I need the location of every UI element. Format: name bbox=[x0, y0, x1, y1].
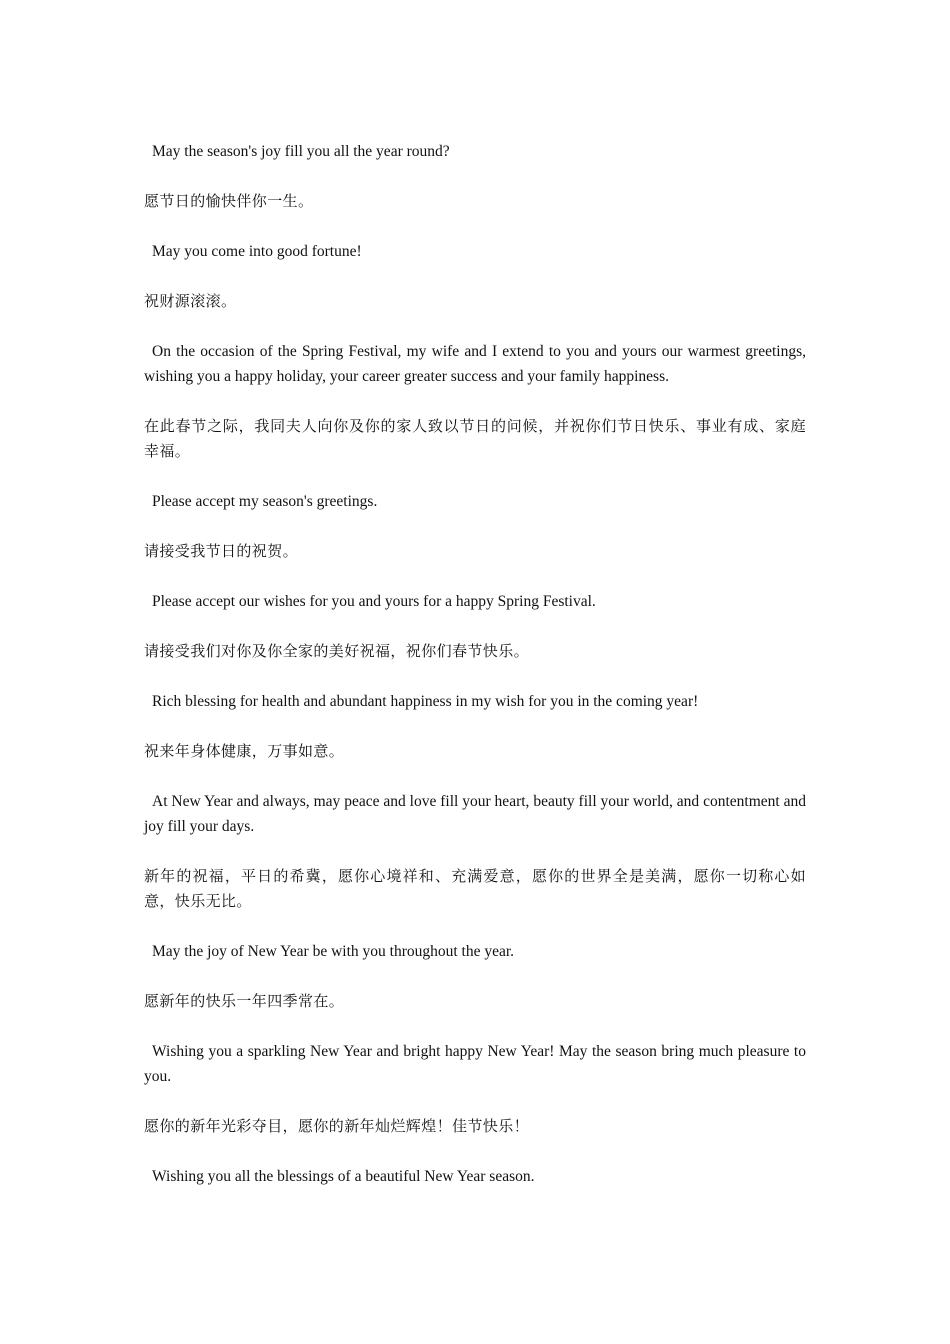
paragraph-english: Please accept my season's greetings. bbox=[152, 493, 378, 510]
paragraph-chinese: 在此春节之际，我同夫人向你及你的家人致以节日的问候，并祝你们节日快乐、事业有成、家庭幸福。 bbox=[144, 417, 806, 460]
paragraph-chinese: 愿节日的愉快伴你一生。 bbox=[144, 192, 314, 210]
paragraph-english: May you come into good fortune! bbox=[152, 243, 362, 260]
paragraph-chinese: 请接受我节日的祝贺。 bbox=[144, 542, 299, 560]
paragraph-english: May the season's joy fill you all the year round? bbox=[152, 143, 450, 160]
paragraph-english: Wishing you a sparkling New Year and bright happy New Year! May the season bring much pleasure to you. bbox=[144, 1043, 806, 1085]
paragraph-chinese: 祝财源滚滚。 bbox=[144, 292, 237, 310]
paragraph-chinese: 新年的祝福，平日的希冀，愿你心境祥和、充满爱意，愿你的世界全是美满，愿你一切称心如意，快乐无比。 bbox=[144, 867, 806, 910]
paragraph-chinese: 请接受我们对你及你全家的美好祝福，祝你们春节快乐。 bbox=[144, 642, 530, 660]
paragraph-english: Rich blessing for health and abundant happiness in my wish for you in the coming year! bbox=[152, 693, 699, 710]
paragraph-english: At New Year and always, may peace and love fill your heart, beauty fill your world, and contentment and joy fill your days. bbox=[144, 793, 806, 835]
paragraph-english: Please accept our wishes for you and yours for a happy Spring Festival. bbox=[152, 593, 596, 610]
paragraph-english: On the occasion of the Spring Festival, my wife and I extend to you and yours our warmest greetings, wishing you a happy holiday, your career greater success and your family happiness. bbox=[144, 343, 806, 385]
paragraph-chinese: 愿新年的快乐一年四季常在。 bbox=[144, 992, 345, 1010]
paragraph-english: Wishing you all the blessings of a beautiful New Year season. bbox=[152, 1168, 535, 1185]
paragraph-english: May the joy of New Year be with you throughout the year. bbox=[152, 943, 515, 960]
document-body bbox=[144, 139, 806, 1214]
paragraph-chinese: 愿你的新年光彩夺目，愿你的新年灿烂辉煌！佳节快乐！ bbox=[144, 1117, 530, 1135]
paragraph-chinese: 祝来年身体健康，万事如意。 bbox=[144, 742, 345, 760]
